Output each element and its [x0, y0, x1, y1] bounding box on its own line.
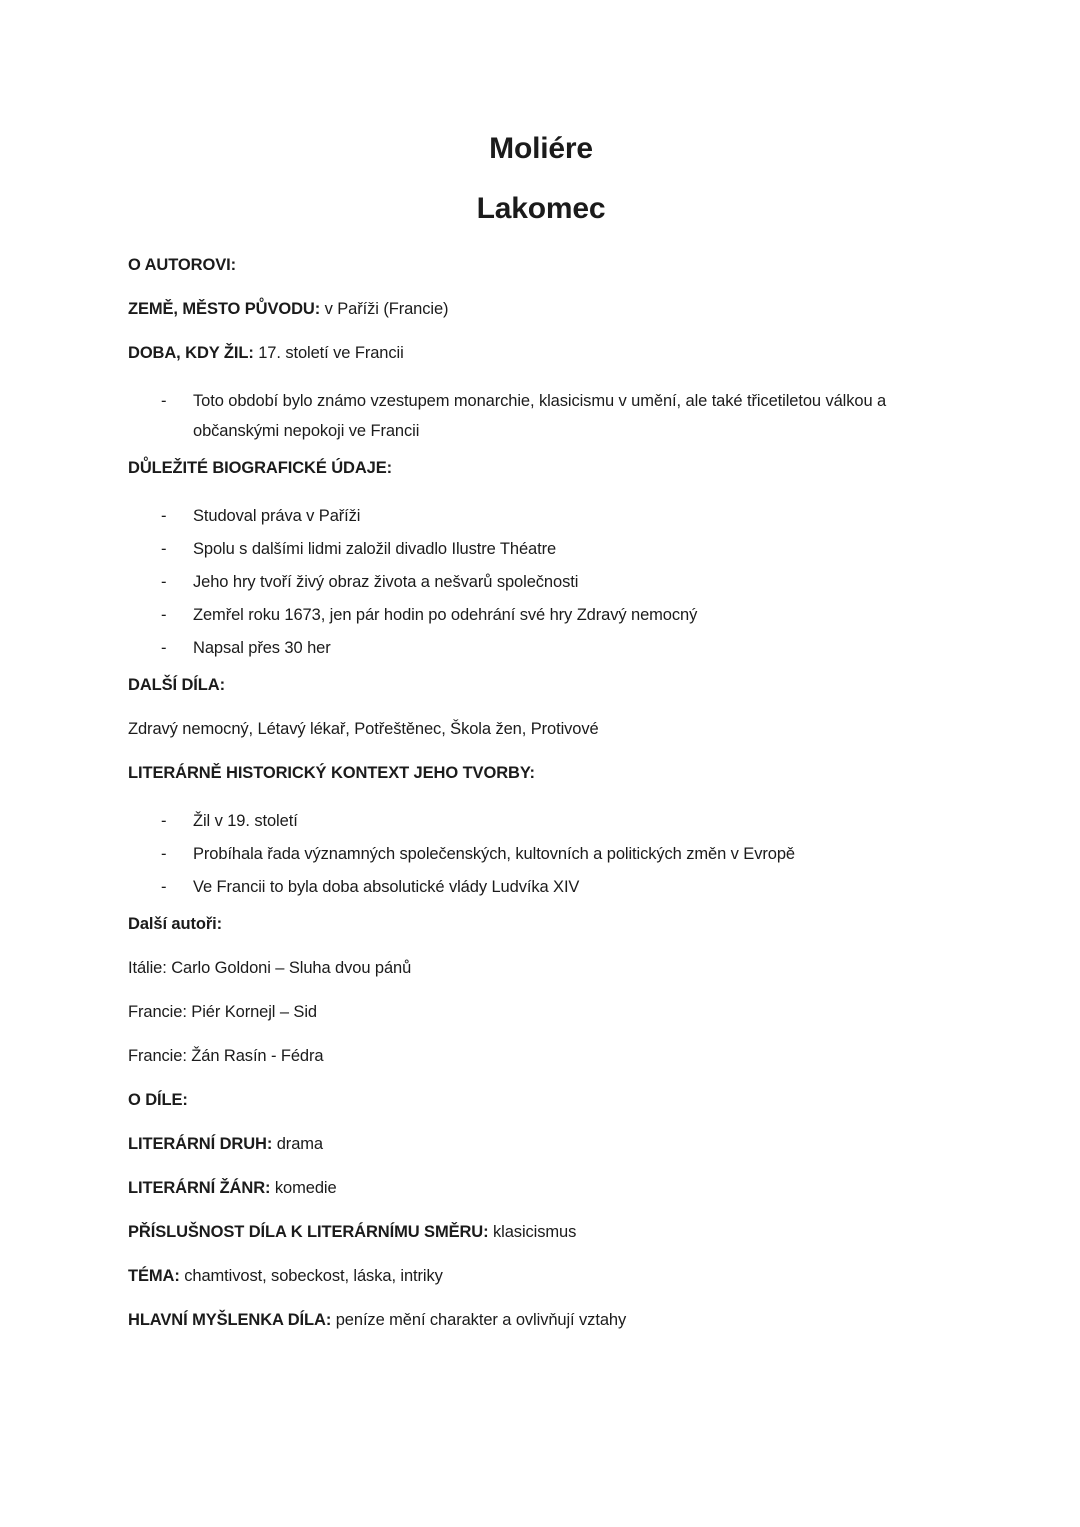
bullet-text: Zemřel roku 1673, jen pár hodin po odehrání své hry Zdravý nemocný: [193, 606, 698, 624]
context-list: [128, 806, 954, 902]
bullet-dash: -: [161, 878, 167, 896]
page-title: Moliére: [489, 132, 593, 165]
section-heading-biography: DŮLEŽITÉ BIOGRAFICKÉ ÚDAJE:: [128, 459, 393, 477]
field-era-value: 17. století ve Francii: [258, 344, 404, 362]
field-theme-value: chamtivost, sobeckost, láska, intriky: [184, 1267, 443, 1285]
field-main-idea: [128, 1309, 954, 1332]
bullet-dash: -: [161, 606, 167, 624]
field-theme: [128, 1265, 954, 1288]
list-item: [128, 501, 954, 531]
bullet-dash: -: [161, 812, 167, 830]
section-heading-about-work: O DÍLE:: [128, 1091, 188, 1109]
bullet-dash: -: [161, 507, 167, 525]
field-main-idea-label: HLAVNÍ MYŠLENKA DÍLA:: [128, 1311, 332, 1329]
list-item: [128, 633, 954, 663]
list-item: [128, 806, 954, 836]
field-era: [128, 342, 954, 365]
field-main-idea-value: peníze mění charakter a ovlivňují vztahy: [335, 1311, 627, 1329]
page-subtitle: Lakomec: [476, 192, 606, 225]
field-movement-label: PŘÍSLUŠNOST DÍLA K LITERÁRNÍMU SMĚRU:: [128, 1223, 489, 1241]
bullet-text: Toto období bylo známo vzestupem monarchie, klasicismu v umění, ale také třicetiletou válkou a občanskými nepokoji ve Francii: [193, 392, 887, 440]
bullet-text: Jeho hry tvoří živý obraz života a nešvarů společnosti: [193, 573, 579, 591]
bullet-dash: -: [161, 540, 167, 558]
field-movement: [128, 1221, 954, 1244]
field-genus-label: LITERÁRNÍ DRUH:: [128, 1135, 273, 1153]
bullet-dash: -: [161, 639, 167, 657]
field-genus: [128, 1133, 954, 1156]
section-heading-other-authors: Další autoři:: [128, 915, 223, 933]
other-author-france-2: Francie: Žán Rasín - Fédra: [128, 1047, 324, 1065]
other-works-text: Zdravý nemocný, Létavý lékař, Potřeštěnec, Škola žen, Protivové: [128, 720, 599, 738]
field-theme-label: TÉMA:: [128, 1267, 180, 1285]
list-item: [128, 600, 954, 630]
other-author-france-1: Francie: Piér Kornejl – Sid: [128, 1003, 317, 1021]
list-item: [128, 534, 954, 564]
bullet-dash: -: [161, 845, 167, 863]
section-heading-about-author: O AUTOROVI:: [128, 256, 236, 274]
field-movement-value: klasicismus: [493, 1223, 577, 1241]
bullet-text: Napsal přes 30 her: [193, 639, 331, 657]
field-genus-value: drama: [276, 1135, 324, 1153]
other-author-italy: Itálie: Carlo Goldoni – Sluha dvou pánů: [128, 959, 412, 977]
list-item: [128, 386, 954, 446]
field-origin-label: ZEMĚ, MĚSTO PŮVODU:: [128, 300, 321, 318]
list-item: [128, 567, 954, 597]
bullet-text: Studoval práva v Paříži: [193, 507, 361, 525]
bullet-dash: -: [161, 392, 167, 410]
bullet-text: Spolu s dalšími lidmi založil divadlo Ilustre Théatre: [193, 540, 557, 558]
field-genre-value: komedie: [274, 1179, 337, 1197]
bullet-text: Ve Francii to byla doba absolutické vlády Ludvíka XIV: [193, 878, 580, 896]
field-origin: [128, 298, 954, 321]
field-genre-label: LITERÁRNÍ ŽÁNR:: [128, 1179, 271, 1197]
section-heading-other-works: DALŠÍ DÍLA:: [128, 676, 225, 694]
field-era-label: DOBA, KDY ŽIL:: [128, 344, 254, 362]
field-origin-value: v Paříži (Francie): [324, 300, 449, 318]
bullet-text: Žil v 19. století: [193, 812, 298, 830]
bullet-text: Probíhala řada významných společenských, kultovních a politických změn v Evropě: [193, 845, 795, 863]
list-item: [128, 839, 954, 869]
biography-list: [128, 501, 954, 663]
field-genre: [128, 1177, 954, 1200]
bullet-dash: -: [161, 573, 167, 591]
section-heading-context: LITERÁRNĚ HISTORICKÝ KONTEXT JEHO TVORBY:: [128, 764, 535, 782]
list-item: [128, 872, 954, 902]
era-notes-list: [128, 386, 954, 446]
